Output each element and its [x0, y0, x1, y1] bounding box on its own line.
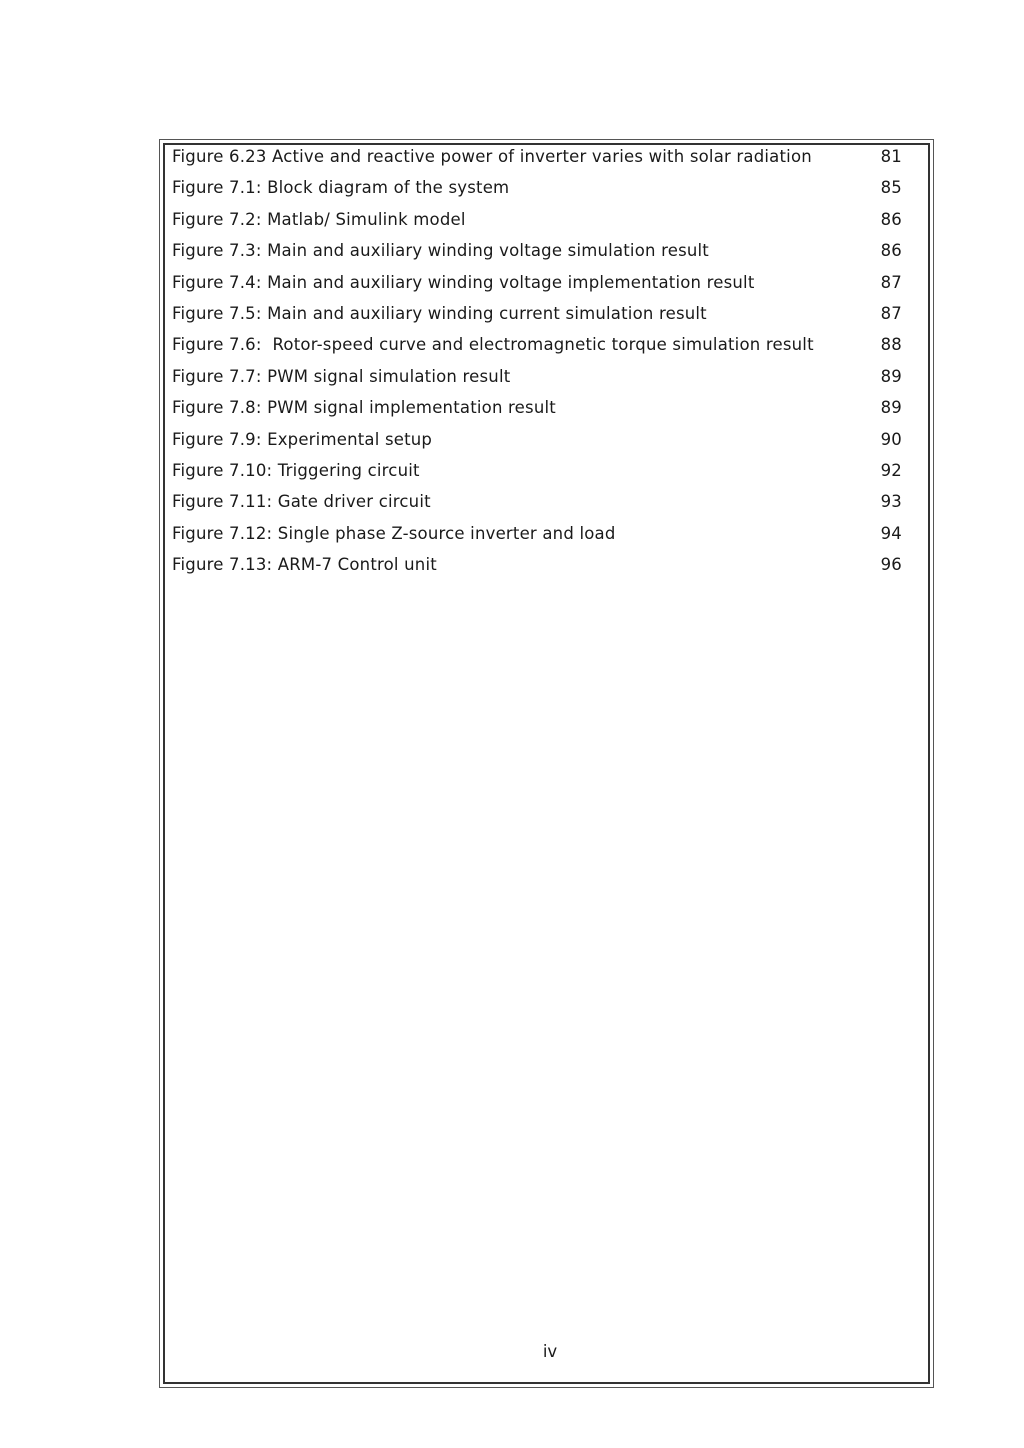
toc-entry-title: Figure 7.5: Main and auxiliary winding current simulation result [172, 303, 707, 323]
toc-entry-title: Figure 7.1: Block diagram of the system [172, 178, 510, 198]
toc-entry-page: 85 [880, 178, 902, 198]
toc-entry-title: Figure 7.13: ARM-7 Control unit [172, 555, 437, 575]
toc-entry [172, 141, 912, 172]
toc-entry-page: 87 [880, 272, 902, 292]
list-of-figures [172, 141, 912, 580]
toc-entry [172, 235, 912, 266]
toc-entry-page: 96 [880, 555, 902, 575]
toc-entry [172, 424, 912, 455]
toc-entry-title: Figure 7.11: Gate driver circuit [172, 492, 431, 512]
page-number: iv [542, 1342, 558, 1361]
toc-entry [172, 549, 912, 580]
toc-entry-page: 90 [880, 429, 902, 449]
toc-entry-title: Figure 7.4: Main and auxiliary winding voltage implementation result [172, 272, 755, 292]
toc-entry [172, 486, 912, 517]
toc-entry-page: 86 [880, 241, 902, 261]
toc-entry-title: Figure 7.9: Experimental setup [172, 429, 433, 449]
toc-entry [172, 455, 912, 486]
toc-entry-page: 88 [880, 335, 902, 355]
toc-entry-title: Figure 6.23 Active and reactive power of inverter varies with solar radiation [172, 147, 812, 166]
toc-entry [172, 204, 912, 235]
toc-entry-page: 81 [880, 147, 902, 166]
toc-entry-page: 89 [880, 398, 902, 418]
toc-entry [172, 298, 912, 329]
toc-entry [172, 392, 912, 423]
toc-entry [172, 329, 912, 360]
toc-entry [172, 267, 912, 298]
toc-entry-page: 93 [880, 492, 902, 512]
toc-entry-title: Figure 7.10: Triggering circuit [172, 460, 420, 480]
toc-entry-page: 92 [880, 460, 902, 480]
toc-entry [172, 172, 912, 203]
toc-entry-title: Figure 7.8: PWM signal implementation result [172, 398, 556, 418]
toc-entry-page: 86 [880, 209, 902, 229]
toc-entry-title: Figure 7.7: PWM signal simulation result [172, 366, 511, 386]
toc-entry-page: 87 [880, 303, 902, 323]
toc-entry [172, 518, 912, 549]
toc-entry [172, 361, 912, 392]
toc-entry-title: Figure 7.2: Matlab/ Simulink model [172, 209, 466, 229]
toc-entry-page: 89 [880, 366, 902, 386]
toc-entry-title: Figure 7.3: Main and auxiliary winding voltage simulation result [172, 241, 709, 261]
toc-entry-title: Figure 7.6: Rotor-speed curve and electromagnetic torque simulation result [172, 335, 814, 355]
toc-entry-page: 94 [880, 523, 902, 543]
toc-entry-title: Figure 7.12: Single phase Z-source inverter and load [172, 523, 616, 543]
